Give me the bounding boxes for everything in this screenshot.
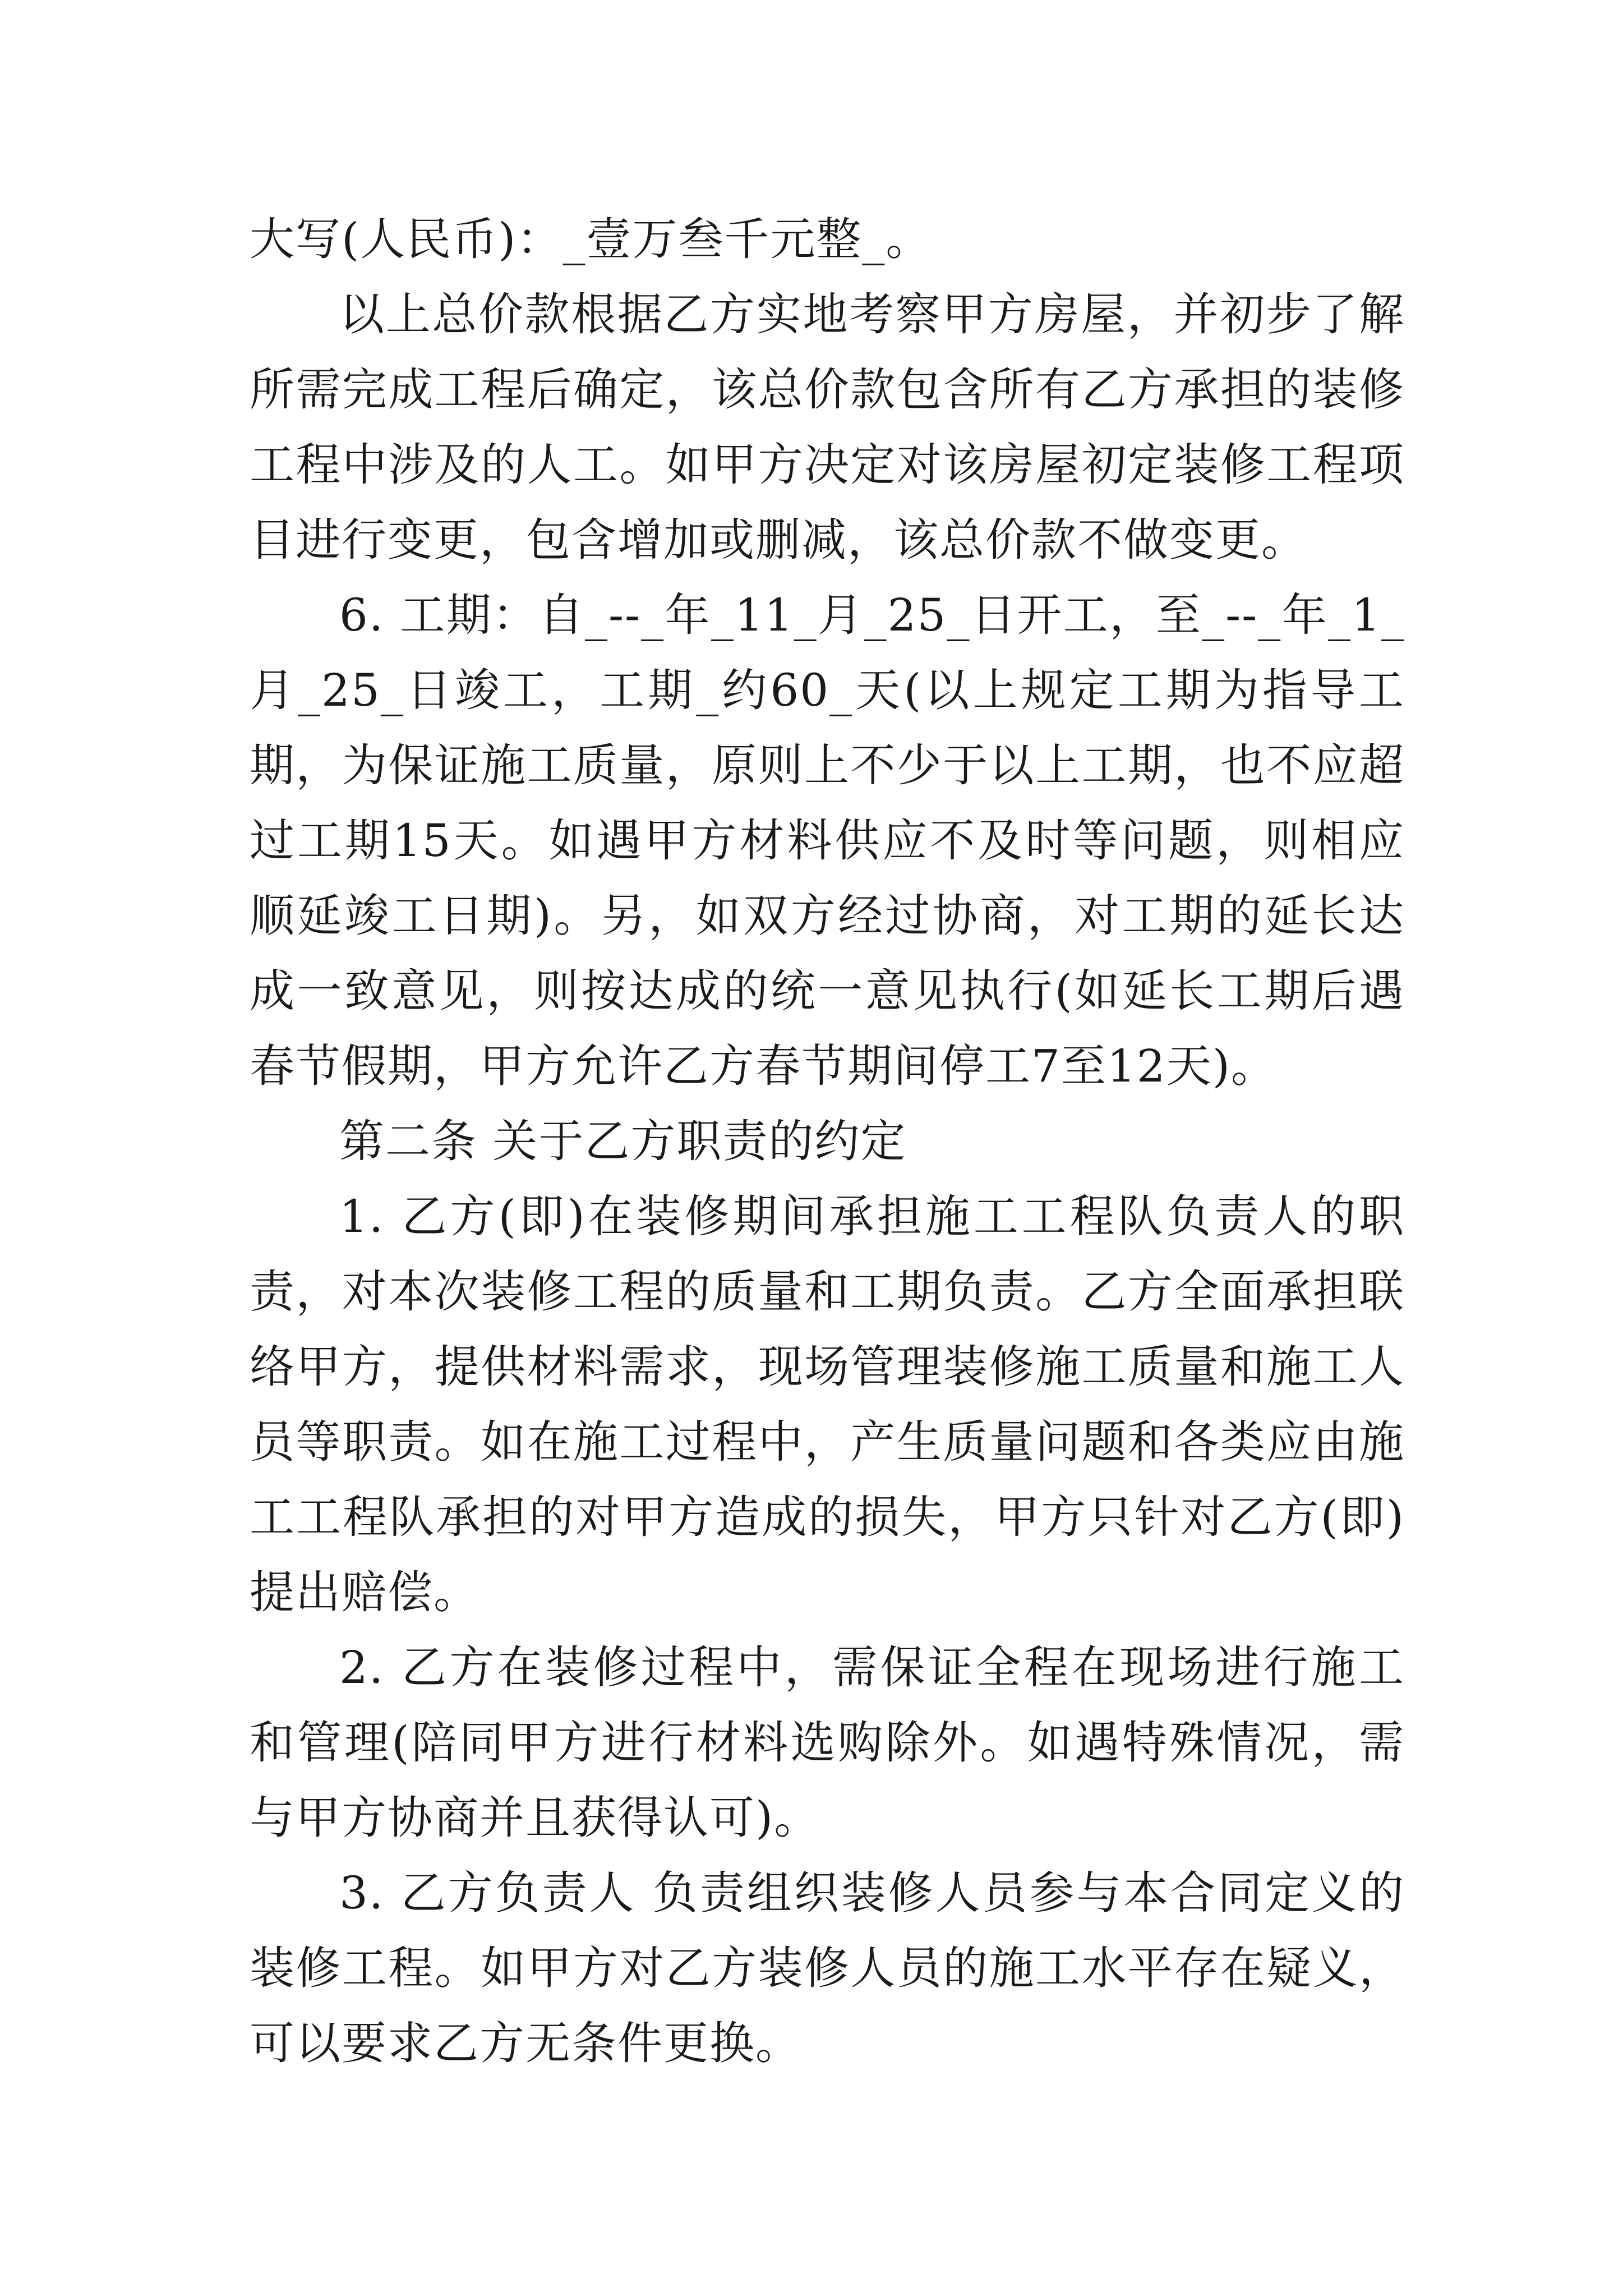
document-body [250,202,1405,2081]
paragraph-amount-in-words: 大写(人民币)：_壹万叁千元整_。 [250,213,932,265]
paragraph-party-b-responsibility-2: 2. 乙方在装修过程中，需保证全程在现场进行施工和管理(陪同甲方进行材料选购除外。如遇特殊情况，需与甲方协商并且获得认可)。 [250,1641,1405,1844]
paragraph-construction-period: 6. 工期：自_--_年_11_月_25_日开工，至_--_年_1_月_25_日竣工，工期_约60_天(以上规定工期为指导工期，为保证施工质量，原则上不少于以上工期，也不应超过工期15天。如遇甲方材料供应不及时等问题，则相应顺延竣工日期)。另，如双方经过协商，对工期的延长达成一致意见，则按达成的统一意见执行(如延长工期后遇春节假期，甲方允许乙方春节期间停工7至12天)。 [250,589,1405,1092]
article-two-heading: 第二条 关于乙方职责的约定 [339,1115,907,1167]
paragraph-total-price-basis: 以上总价款根据乙方实地考察甲方房屋，并初步了解所需完成工程后确定，该总价款包含所有乙方承担的装修工程中涉及的人工。如甲方决定对该房屋初定装修工程项目进行变更，包含增加或删减，该总价款不做变更。 [250,288,1405,566]
paragraph-party-b-responsibility-1: 1. 乙方(即)在装修期间承担施工工程队负责人的职责，对本次装修工程的质量和工期负责。乙方全面承担联络甲方，提供材料需求，现场管理装修施工质量和施工人员等职责。如在施工过程中，产生质量问题和各类应由施工工程队承担的对甲方造成的损失，甲方只针对乙方(即)提出赔偿。 [250,1190,1405,1618]
paragraph-party-b-responsibility-3: 3. 乙方负责人 负责组织装修人员参与本合同定义的装修工程。如甲方对乙方装修人员的施工水平存在疑义，可以要求乙方无条件更换。 [250,1867,1405,2069]
